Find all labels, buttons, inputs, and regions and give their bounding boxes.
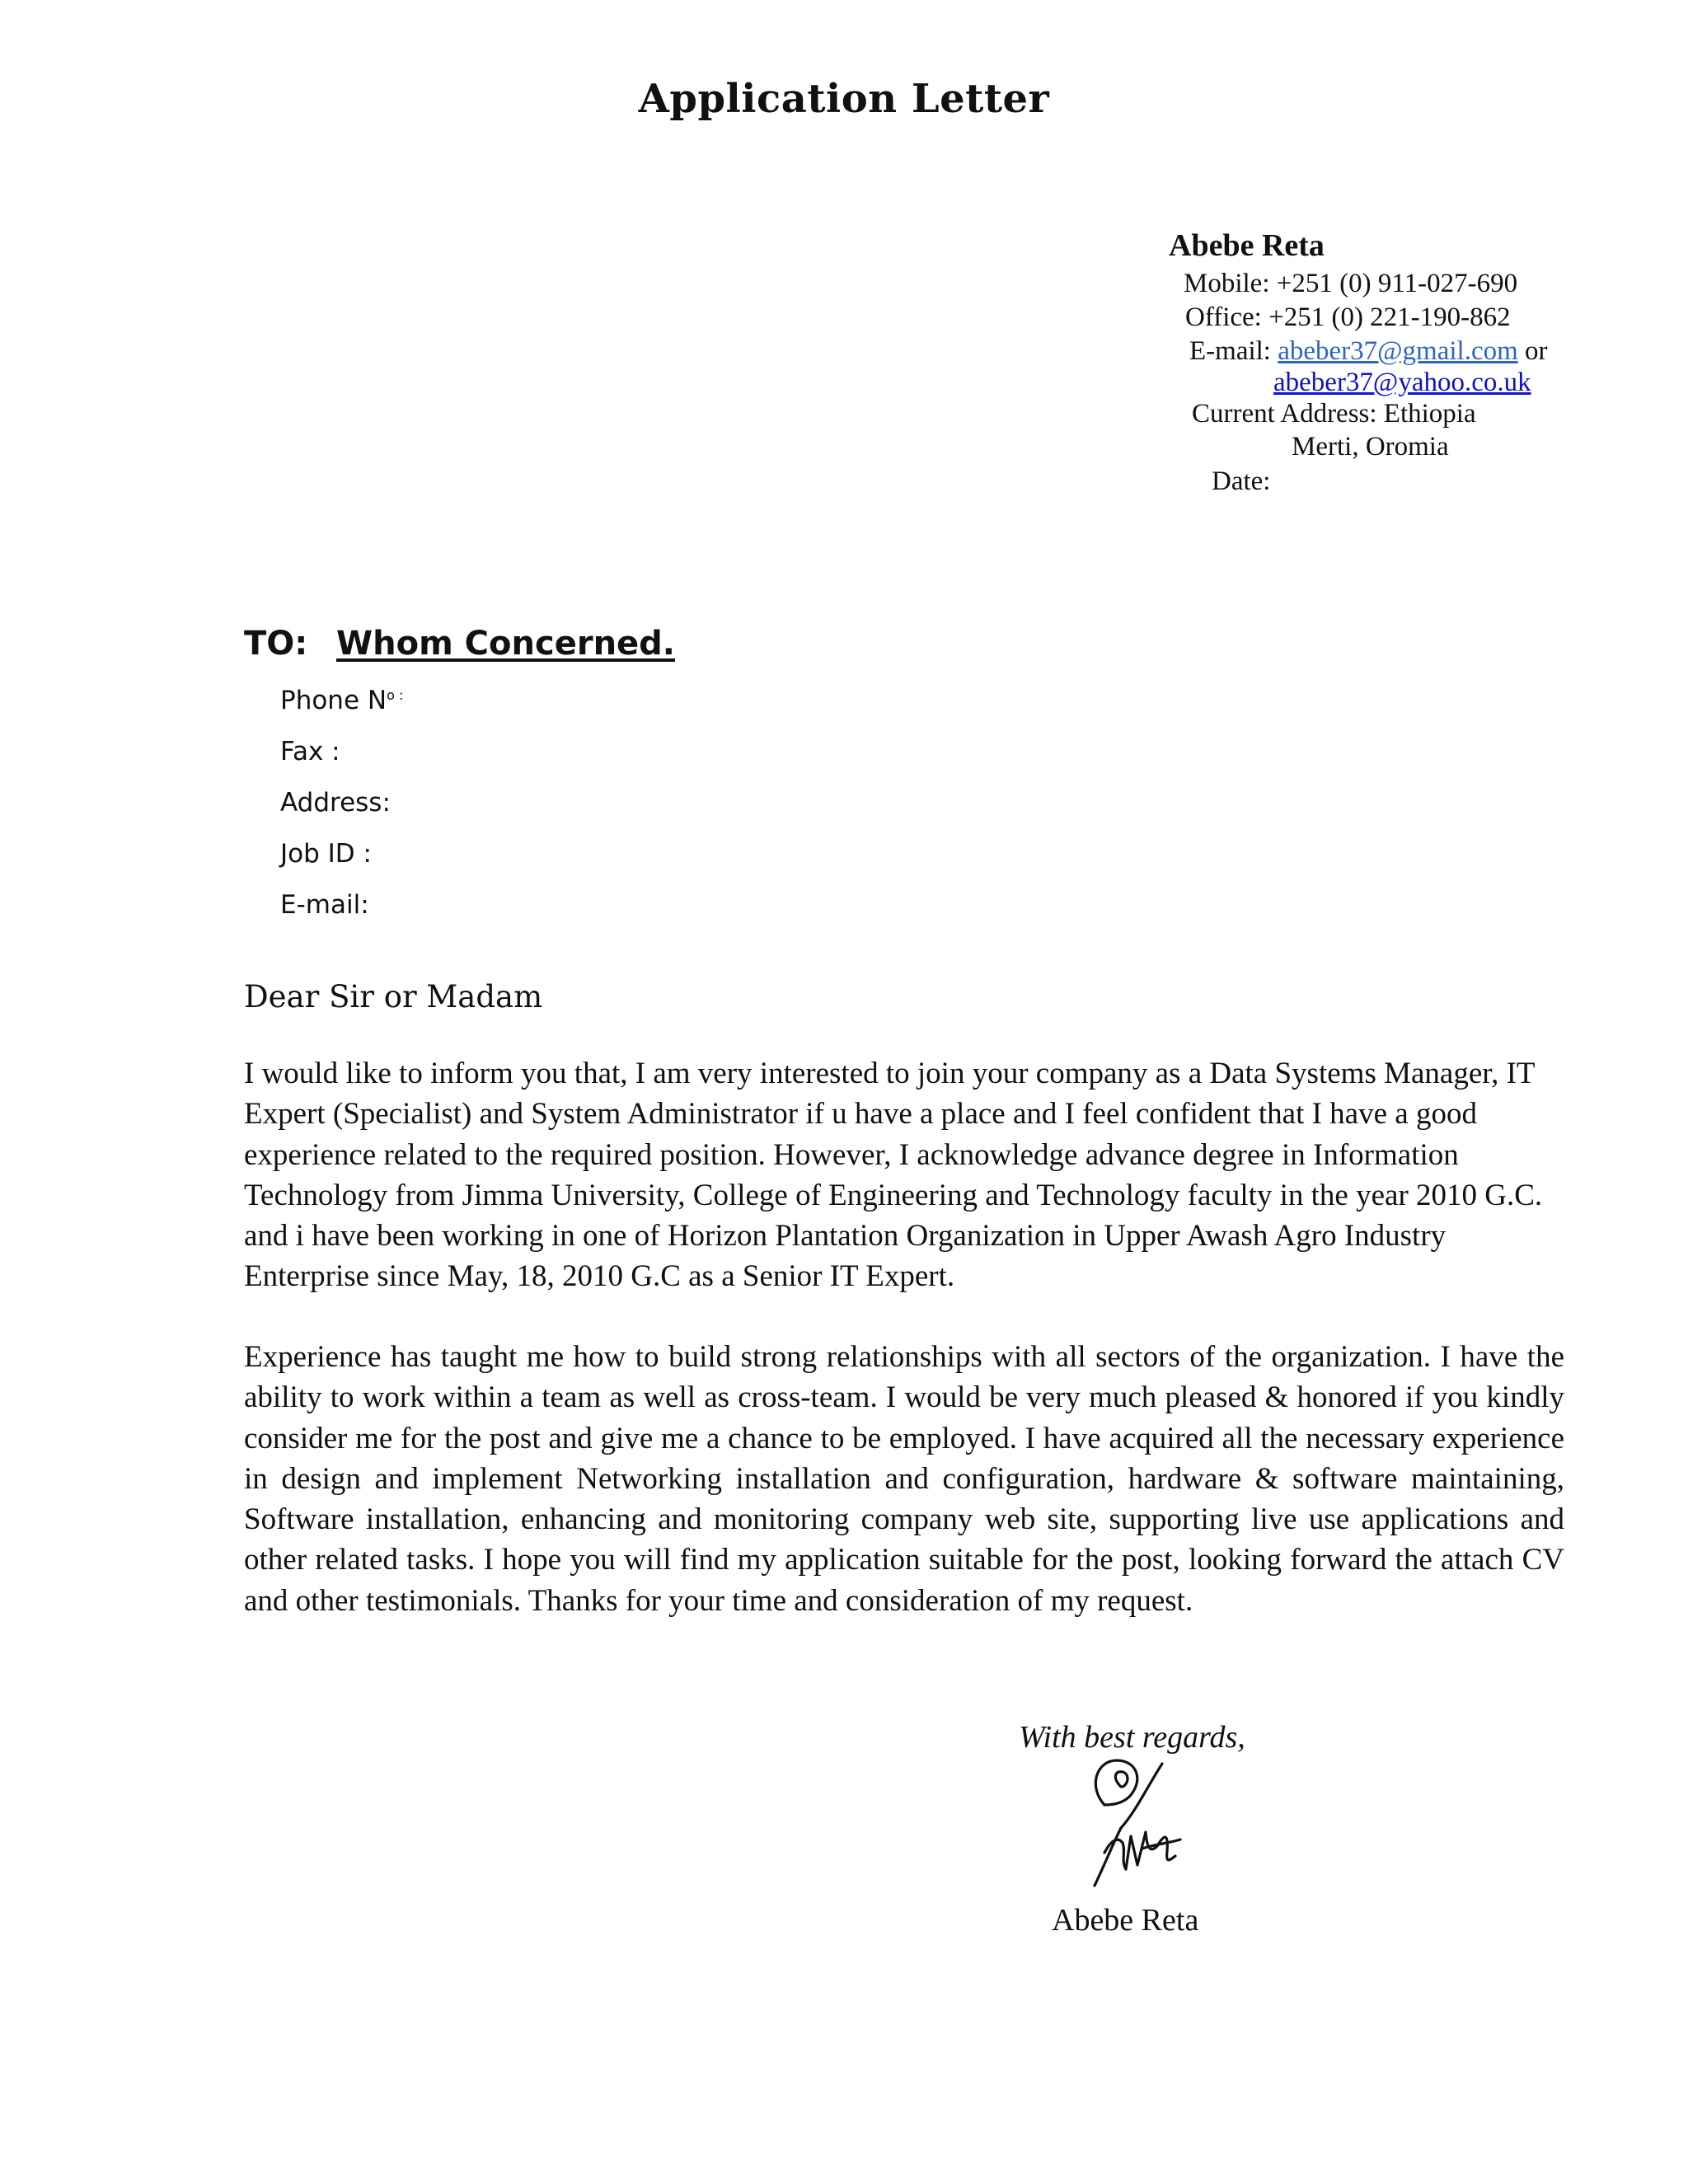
salutation: Dear Sir or Madam [244,979,543,1015]
recipient-phone-label: Phone $N^{o :}$ [280,686,404,715]
body-paragraph-2: Experience has taught me how to build strong relationships with all sectors of the organization. I have the ability to work within a team as well as cross-team. I would be very much pleased & honored if you kindly consider me for the post and give me a chance to be employed. I have acquired all the necessary experience in design and implement Networking installation and configuration, hardware & software maintaining, Software installation, enhancing and monitoring company web site, supporting live use applications and other related tasks. I hope you will find my application suitable for the post, looking forward the attach CV and other testimonials. Thanks for your time and consideration of my request. [244,1340,1564,1618]
email-label: E-mail: [1189,336,1278,366]
signer-name: Abebe Reta [1052,1903,1199,1938]
sender-address-line1: Current Address: Ethiopia [1192,399,1476,429]
recipient-address-label: Address: [280,788,391,818]
to-recipient: Whom Concerned. [336,625,675,663]
signature-image [1071,1754,1220,1898]
sender-date-label: Date: [1212,466,1271,496]
email-link-gmail[interactable]: abeber37@gmail.com [1278,336,1518,366]
sender-mobile: Mobile: +251 (0) 911-027-690 [1184,269,1518,298]
body-paragraph-1: I would like to inform you that, I am very interested to join your company as a Data Systems Manager, IT Expert (Specialist) and System Administrator if u have a place and I feel confident that I have a good experience related to the required position. However, I acknowledge advance degree in Information Technology from Jimma University, College of Engineering and Technology faculty in the year 2010 G.C. and i have been working in one of Horizon Plantation Organization in Upper Awash Agro Industry Enterprise since May, 18, 2010 G.C as a Senior IT Expert. [244,1057,1543,1294]
sender-office: Office: +251 (0) 221-190-862 [1185,302,1511,332]
phone-superscript: o : [387,687,404,703]
closing: With best regards, [1019,1720,1245,1755]
recipient-email-label: E-mail: [280,890,369,920]
page-title: Application Letter [638,76,1050,122]
email-link-yahoo[interactable]: abeber37@yahoo.co.uk [1273,368,1531,397]
email-or: or [1517,336,1548,366]
recipient-fax-label: Fax : [280,737,340,766]
sender-name: Abebe Reta [1169,228,1325,263]
sender-email-line [1189,335,1548,368]
recipient-jobid-label: Job ID : [280,839,372,869]
sender-address-line2: Merti, Oromia [1292,432,1449,462]
to-label: TO: [244,625,308,663]
